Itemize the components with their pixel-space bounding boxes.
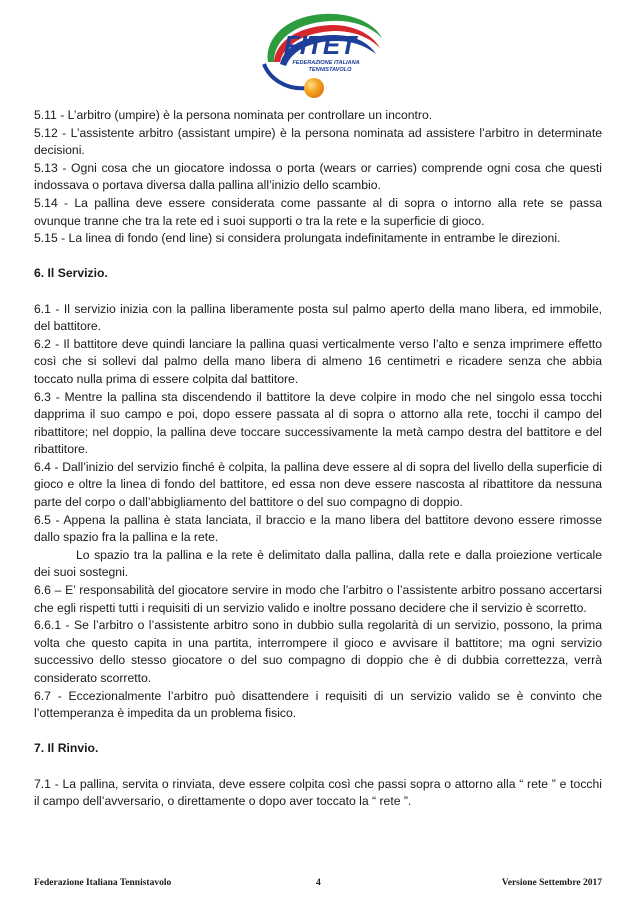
- fitet-logo-graphic: [254, 4, 390, 104]
- paragraph-7-1: 7.1 - La pallina, servita o rinviata, deve essere colpita così che passi sopra o attorno alla “ rete ” e tocchi il campo dell’avversario, o direttamente o dopo aver toccato la “ rete ”.: [34, 776, 602, 809]
- paragraph-6-4: 6.4 - Dall’inizio del servizio finché è colpita, la pallina deve essere al di sopra del livello della superficie di gioco e oltre la linea di fondo del battitore, ed essa non deve essere nascosta al ribattitore da nessuna parte del corpo o dall’abbigliamento del battitore o del suo compagno di doppio.: [34, 459, 602, 510]
- spacer: [34, 283, 602, 301]
- paragraph-6-5: 6.5 - Appena la pallina è stata lanciata, il braccio e la mano libera del battitore devono essere rimosse dallo spazio fra la pallina e la rete.: [34, 512, 602, 545]
- spacer: [34, 758, 602, 776]
- page-footer: [34, 878, 602, 888]
- footer-organization: Federazione Italiana Tennistavolo: [34, 878, 172, 888]
- footer-version: Versione Settembre 2017: [501, 878, 602, 888]
- blue-arc: [264, 64, 306, 88]
- section-6-heading: 6. Il Servizio.: [34, 266, 108, 281]
- paragraph-6-7: 6.7 - Eccezionalmente l’arbitro può disattendere i requisiti di un servizio valido se è convinto che l’ottemperanza è impedita da un problema fisico.: [34, 688, 602, 721]
- paragraph-6-1: 6.1 - Il servizio inizia con la pallina liberamente posta sul palmo aperto della mano libera, ed immobile, del battitore.: [34, 301, 602, 334]
- document-body: [34, 107, 602, 811]
- paragraph-5-11: 5.11 - L’arbitro (umpire) è la persona nominata per controllare un incontro.: [34, 108, 433, 122]
- spacer: [34, 248, 602, 266]
- paragraph-5-14: 5.14 - La pallina deve essere considerata come passante al di sopra o intorno alla rete se passa ovunque tranne che tra la rete ed i suoi supporti o tra la rete e la superficie di gioco.: [34, 195, 602, 228]
- ball-icon: [304, 78, 324, 98]
- paragraph-6-6-1: 6.6.1 - Se l’arbitro o l’assistente arbitro sono in dubbio sulla regolarità di un servizio, possono, la prima volta che questo capita in una partita, interrompere il gioco e avvisare il battitore; ma ogni servizio successivo dello stesso giocatore o del suo compagno di doppio che è di dubbia correttezza, verrà considerato scorretto.: [34, 618, 602, 685]
- page-number: 4: [316, 878, 321, 888]
- logo-wordmark: FITET: [283, 30, 357, 60]
- logo-line1: FEDERAZIONE ITALIANA: [292, 60, 360, 66]
- fitet-logo: [254, 4, 390, 104]
- paragraph-5-12: 5.12 - L’assistente arbitro (assistant umpire) è la persona nominata ad assistere l’arbitro in determinate decisioni.: [34, 125, 602, 158]
- paragraph-6-2: 6.2 - Il battitore deve quindi lanciare la pallina quasi verticalmente verso l’alto e senza imprimere effetto così che si sollevi dal palmo della mano libera di almeno 16 centimetri e ricadere senza che abbia toccato nulla prima di essere colpita dal battitore.: [34, 336, 602, 386]
- section-7-heading: 7. Il Rinvio.: [34, 741, 99, 756]
- paragraph-6-6: 6.6 – E’ responsabilità del giocatore servire in modo che l’arbitro o l’assistente arbitro possano accertarsi che egli rispetti tutti i requisiti di un servizio valido e inoltre possano decidere che il servizio è scorretto.: [34, 583, 602, 615]
- paragraph-6-3: 6.3 - Mentre la pallina sta discendendo il battitore la deve colpire in modo che nel singolo essa tocchi dapprima il suo campo e poi, dopo essere passata al di sopra o attorno alla rete, tocchi il campo del ribattitore; nel doppio, la pallina deve toccare successivamente la metà campo destra del battitore e del ribattitore.: [34, 389, 602, 457]
- paragraph-5-13: 5.13 - Ogni cosa che un giocatore indossa o porta (wears or carries) comprende ogni cosa che questi indossava o portava diversa dalla pallina all’inizio dello scambio.: [34, 160, 602, 193]
- spacer: [34, 723, 602, 741]
- paragraph-6-5-note: Lo spazio tra la pallina e la rete è delimitato dalla pallina, dalla rete e dalla proiezione verticale dei suoi sostegni.: [34, 547, 602, 580]
- paragraph-5-15: 5.15 - La linea di fondo (end line) si considera prolungata indefinitamente in entrambe le direzioni.: [34, 231, 561, 246]
- logo-line2: TENNISTAVOLO: [308, 67, 352, 73]
